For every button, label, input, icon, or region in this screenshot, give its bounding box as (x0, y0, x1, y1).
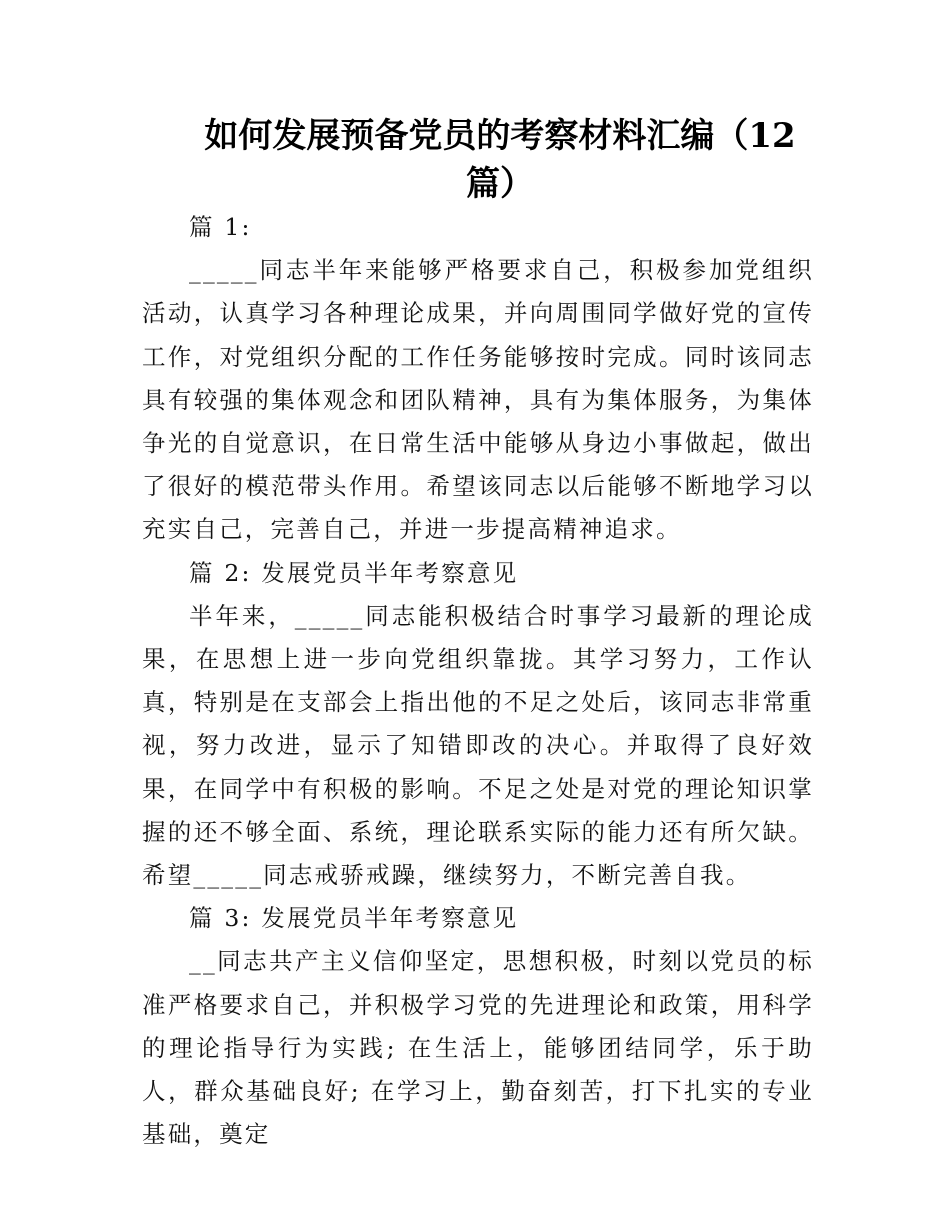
section-heading-2: 篇 2: 发展党员半年考察意见 (189, 558, 519, 587)
paragraph-2: 半年来，_____同志能积极结合时事学习最新的理论成果，在思想上进一步向党组织靠拢。其学习努力，工作认真，特别是在支部会上指出他的不足之处后，该同志非常重视，努力改进，显示了知错即改的决心。并取得了良好效果，在同学中有积极的影响。不足之处是对党的理论知识掌握的还不够全面、系统，理论联系实际的能力还有所欠缺。希望_____同志戒骄戒躁，继续努力，不断完善自我。 (142, 601, 814, 890)
paragraph-1: _____同志半年来能够严格要求自己，积极参加党组织活动，认真学习各种理论成果，并向周围同学做好党的宣传工作，对党组织分配的工作任务能够按时完成。同时该同志具有较强的集体观念和团队精神，具有为集体服务，为集体争光的自觉意识，在日常生活中能够从身边小事做起，做出了很好的模范带头作用。希望该同志以后能够不断地学习以充实自己，完善自己，并进一步提高精神追求。 (142, 256, 814, 544)
section-heading-3: 篇 3: 发展党员半年考察意见 (189, 904, 519, 933)
paragraph-3: __同志共产主义信仰坚定，思想积极，时刻以党员的标准严格要求自己，并积极学习党的先进理论和政策，用科学的理论指导行为实践; 在生活上，能够团结同学，乐于助人，群众基础良好; 在学习上，勤奋刻苦，打下扎实的专业基础，奠定 (142, 947, 814, 1149)
section-heading-1: 篇 1: (189, 213, 252, 241)
document-title: 如何发展预备党员的考察材料汇编（12篇） (204, 116, 796, 204)
document-body (142, 206, 814, 1156)
